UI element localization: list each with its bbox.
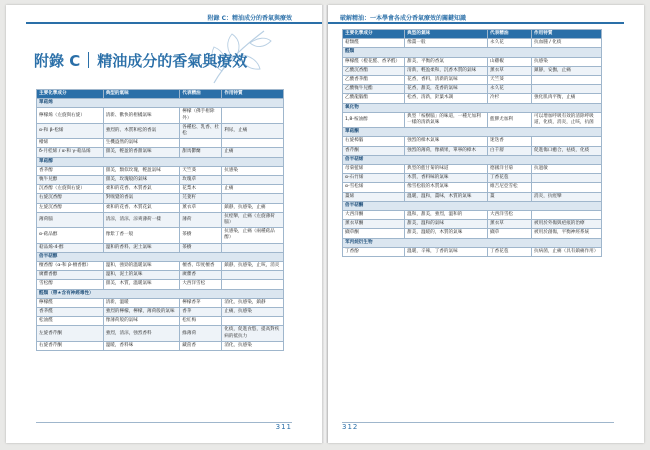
table-row — [37, 298, 284, 307]
table-cell: 檸檬醛 — [37, 298, 104, 307]
group-label: 醛類（帶★含有神經毒性） — [37, 289, 284, 298]
table-row — [37, 176, 284, 185]
table-cell: 藏茴香 — [180, 341, 222, 350]
table-cell: 清涼，清涼、涼爽薄荷一樣 — [103, 212, 180, 227]
table-row — [343, 85, 602, 94]
table-cell: 松油醛 — [37, 317, 104, 326]
column-header: 代表精油 — [180, 90, 222, 99]
table-row — [343, 66, 602, 75]
table-cell: 像薄荷般的氣味 — [103, 317, 180, 326]
table-row — [37, 228, 284, 243]
table-cell: 冷杉 — [488, 94, 532, 103]
table-cell: 松香，清新，針葉木調 — [405, 94, 488, 103]
table-cell: 典型「桉樹腦」的味道，一種尤加利一樣的清新氣味 — [405, 112, 488, 127]
group-header-row — [343, 103, 602, 112]
table-cell: 茶樹 — [180, 243, 222, 252]
group-label: 單萜烯 — [37, 99, 284, 108]
table-cell: 乙酸牻牛兒酯 — [343, 85, 405, 94]
table-row — [37, 271, 284, 280]
table-cell: 抗感染 — [532, 57, 602, 66]
table-cell: 止痛 — [222, 185, 284, 194]
table-cell — [180, 139, 222, 148]
table-cell: 薰衣草酮 — [343, 220, 405, 229]
table-cell: 甜美，類似玫瑰，輕盈氣味 — [103, 166, 180, 175]
header-rule — [328, 22, 624, 24]
table-cell: 消炎，抗痙攣 — [532, 192, 602, 201]
table-cell: 藍膠尤加利 — [488, 112, 532, 127]
table-cell: 山雞椒 — [488, 57, 532, 66]
table-cell: 右旋樟腦 — [343, 137, 405, 146]
column-header: 典型的氣味 — [405, 30, 488, 39]
table-cell: 柔和的花香、木質香氣 — [103, 185, 180, 194]
table-cell: 香茅醛 — [37, 308, 104, 317]
table-cell: 白千層 — [488, 146, 532, 155]
table-cell: 香茅醇 — [37, 166, 104, 175]
table-cell: 天竺葵 — [488, 76, 532, 85]
table-cell: 1,8-桉油醇 — [343, 112, 405, 127]
table-row — [343, 165, 602, 174]
table-cell: 消化，抗感染，鎮靜 — [222, 298, 284, 307]
table-cell: 甜美，木質，溫暖氣味 — [103, 280, 180, 289]
table-cell: 抗血腫 / 化痰 — [532, 39, 602, 48]
table-row — [37, 212, 284, 227]
table-row — [343, 220, 602, 229]
table-cell: 強烈的檸檬，檸檬，薄荷般的氣味 — [103, 308, 180, 317]
table-cell: 綠薄荷 — [180, 326, 222, 341]
table-row — [37, 308, 284, 317]
table-cell: 維吉尼亞雪松 — [488, 183, 532, 192]
table-cell: 消化，抗感染 — [222, 341, 284, 350]
table-row — [343, 247, 602, 256]
table-cell: 廣藿香醇 — [37, 271, 104, 280]
table-cell: 檀香醇（α-和 β-檀香醇） — [37, 262, 104, 271]
table-row — [343, 183, 602, 192]
table-cell: 促進傷口癒合，祛痰，化痰 — [532, 146, 602, 155]
table-row — [343, 94, 602, 103]
table-cell: 甜美，玫瑰般的氣味 — [103, 176, 180, 185]
table-cell: 被用於外傷與疤痕的治療 — [532, 220, 602, 229]
table-cell: 強烈的薄荷，像蘋果，單寧的樟木 — [405, 146, 488, 155]
group-label: 氧化物 — [343, 103, 602, 112]
table-cell: 萜品烯-4-醇 — [37, 243, 104, 252]
group-header-row — [37, 99, 284, 108]
table-cell — [532, 174, 602, 183]
table-cell — [222, 243, 284, 252]
column-header: 作用特質 — [222, 90, 284, 99]
group-header-row — [343, 48, 602, 57]
table-cell: 被用於創傷，平衡神經系統 — [532, 229, 602, 238]
table-row — [37, 341, 284, 350]
table-cell: 薄荷 — [180, 212, 222, 227]
table-row — [37, 280, 284, 289]
right-page — [328, 5, 644, 443]
table-cell: 甜美，溫和的氣味 — [405, 220, 488, 229]
table-row — [343, 211, 602, 220]
table-row — [343, 137, 602, 146]
table-cell: 德國洋甘菊 — [488, 165, 532, 174]
table-cell: 檸檬醛（橙花醛、香茅醛） — [343, 57, 405, 66]
table-cell: 沉香醇（左旋與右旋） — [37, 185, 104, 194]
table-cell: 大西洋酮 — [343, 211, 405, 220]
table-cell: 大西洋雪松 — [180, 280, 222, 289]
table-cell: 檸檬香茅 — [180, 298, 222, 307]
table-cell: 生機盎然的氣味 — [103, 139, 180, 148]
group-header-row — [343, 155, 602, 164]
table-cell — [222, 108, 284, 123]
table-cell: 左旋香芹酮 — [37, 326, 104, 341]
table-cell: 雪松醇 — [37, 280, 104, 289]
table-cell — [222, 194, 284, 203]
table-cell: δ-月桂烯 / α-和 γ-萜品烯 — [37, 148, 104, 157]
table-cell: 花香，甜美，花香的氣味 — [405, 85, 488, 94]
table-cell: 典型的藍甘菊的味道 — [405, 165, 488, 174]
footer-rule — [342, 422, 614, 423]
table-cell: 對嗅覺的香氣 — [103, 194, 180, 203]
table-cell: 抗痙攣，止痛（左旋薄荷腦） — [222, 212, 284, 227]
group-header-row — [343, 238, 602, 247]
page-number: 312 — [342, 423, 359, 431]
table-cell: 乙酸沉香酯 — [343, 66, 405, 75]
table-cell: 甜美，輕盈的香甜氣味 — [103, 148, 180, 157]
table-cell: 清新，溫暖 — [103, 298, 180, 307]
table-cell — [532, 211, 602, 220]
group-label: 醛類 — [343, 48, 602, 57]
table-cell: 甜美，溫暖的，木質的氣味 — [405, 229, 488, 238]
table-cell: 甜馬鬱蘭 — [180, 148, 222, 157]
table-row — [37, 123, 284, 138]
table-cell: 像紫丁香一般 — [103, 228, 180, 243]
table-cell: 廣藿香 — [180, 271, 222, 280]
table-cell: 木質，香料味的氣味 — [405, 174, 488, 183]
header-rule — [26, 22, 322, 24]
table-row — [37, 108, 284, 123]
table-cell: 抗過敏 — [532, 165, 602, 174]
table-row — [343, 39, 602, 48]
column-header: 作用特質 — [532, 30, 602, 39]
table-cell: 抗感染，止痛（兩種萜品醇） — [222, 228, 284, 243]
table-cell: 像薑一般 — [405, 39, 488, 48]
column-header: 典型的氣味 — [103, 90, 180, 99]
table-cell: 檀香、印度檀香 — [180, 262, 222, 271]
table-cell: α-萜品醇 — [37, 228, 104, 243]
table-cell — [532, 76, 602, 85]
table-cell: 薄荷腦 — [37, 212, 104, 227]
table-cell: 各種松、乳香、杜松 — [180, 123, 222, 138]
table-row — [343, 57, 602, 66]
table-cell — [222, 280, 284, 289]
table-cell: 丁香花苞 — [488, 174, 532, 183]
table-cell: 抗感染 — [222, 166, 284, 175]
table-cell: 丁香花苞 — [488, 247, 532, 256]
table-cell: 強化肌肉平衡，止痛 — [532, 94, 602, 103]
table-cell: 纈草酮 — [343, 229, 405, 238]
table-row — [37, 139, 284, 148]
table-cell: 花香，香料，清新的氣味 — [405, 76, 488, 85]
group-header-row — [37, 157, 284, 166]
table-cell: 溫和的香料、泥土氣味 — [103, 243, 180, 252]
table-row — [37, 185, 284, 194]
table-cell: 溫和，甜美，強烈，溫和的 — [405, 211, 488, 220]
table-cell: 母菊藍烯 — [343, 165, 405, 174]
table-cell: 鎮靜，安撫，止痛 — [532, 66, 602, 75]
table-cell — [532, 183, 602, 192]
group-header-row — [37, 252, 284, 261]
table-cell: 迷迭香 — [488, 137, 532, 146]
table-cell: 檸檬（佛手柑除外） — [180, 108, 222, 123]
group-label: 倍半萜酮 — [343, 201, 602, 210]
table-cell: 止痛，抗感染 — [222, 308, 284, 317]
table-cell: 溫和，泥土的氣味 — [103, 271, 180, 280]
table-cell: α-和 β-松烯 — [37, 123, 104, 138]
table-cell: 松紅梅 — [180, 317, 222, 326]
column-header: 主要化學成分 — [37, 90, 104, 99]
table-cell: 乙酸龍腦酯 — [343, 94, 405, 103]
table-cell: 強烈的樟木氣味 — [405, 137, 488, 146]
table-cell: 乙酸香茅酯 — [343, 76, 405, 85]
table-cell: α-雪松烯 — [343, 183, 405, 192]
table-cell: 薰衣草 — [488, 220, 532, 229]
group-label: 倍半萜醇 — [37, 252, 284, 261]
table-cell: 玫瑰草 — [180, 176, 222, 185]
table-row — [343, 229, 602, 238]
group-header-row — [343, 201, 602, 210]
table-cell: 薰衣草 — [488, 66, 532, 75]
running-head: 破解精油：一本學會各成分香氣療效的關鍵知識 — [340, 15, 467, 22]
table-row — [37, 166, 284, 175]
table-row — [37, 326, 284, 341]
table-cell — [222, 271, 284, 280]
column-header: 代表精油 — [488, 30, 532, 39]
table-row — [37, 317, 284, 326]
table-cell: 右旋香芹酮 — [37, 341, 104, 350]
table-cell: 溫暖，溫和，薑味，木質的氣味 — [405, 192, 488, 201]
table-cell: 清新、歡快的柑橘氣味 — [103, 108, 180, 123]
table-cell: 永久花 — [488, 85, 532, 94]
table-cell: 牻牛兒醇 — [37, 176, 104, 185]
running-head: 附錄 C：精油成分的香氣與療效 — [207, 15, 292, 22]
group-header-row — [37, 289, 284, 298]
table-cell: 丁香酚 — [343, 247, 405, 256]
table-row — [343, 112, 602, 127]
table-cell: 鎮靜，抗感染，止痛 — [222, 203, 284, 212]
table-cell: 像雪松般的木質氣味 — [405, 183, 488, 192]
chapter-heading: 附錄 C 精油成分的香氣與療效 — [34, 52, 248, 70]
table-row — [343, 174, 602, 183]
group-label: 單萜醇 — [37, 157, 284, 166]
table-cell: 右旋沉香醇 — [37, 194, 104, 203]
table-cell: 止痛 — [222, 148, 284, 157]
group-label: 苯丙烷衍生物 — [343, 238, 602, 247]
table-row — [37, 243, 284, 252]
footer-rule — [36, 422, 292, 423]
table-cell: 茶樹 — [180, 228, 222, 243]
group-label: 倍半萜烯 — [343, 155, 602, 164]
table-cell — [222, 139, 284, 148]
right-compound-table — [342, 29, 602, 257]
table-row — [37, 194, 284, 203]
table-cell: 纈草 — [488, 229, 532, 238]
table-row — [37, 262, 284, 271]
page-number: 311 — [275, 423, 292, 431]
table-cell: 強烈，清涼，強烈香料 — [103, 326, 180, 341]
table-cell: 薑烯 — [343, 192, 405, 201]
group-header-row — [343, 128, 602, 137]
table-cell: 強烈的、木質和松的香氣 — [103, 123, 180, 138]
table-cell: 柔和的花香、木質花氣 — [103, 203, 180, 212]
table-cell: 化痰，促進食慾，提高對疾病的抵抗力 — [222, 326, 284, 341]
table-cell: 檸檬烯（左旋與右旋） — [37, 108, 104, 123]
table-cell: 檜烯 — [37, 139, 104, 148]
table-cell: 鎮靜，抗感染，止咳，消炎 — [222, 262, 284, 271]
table-cell: α-石竹烯 — [343, 174, 405, 183]
table-row — [343, 146, 602, 155]
table-row — [37, 148, 284, 157]
left-compound-table — [36, 89, 284, 351]
table-cell: 溫暖，辛辣，丁香的氣味 — [405, 247, 488, 256]
table-cell: 可以增加呼吸有效的清除呼吸道，化痰，消炎，止咳，抗菌 — [532, 112, 602, 127]
column-header: 主要化學成分 — [343, 30, 405, 39]
table-cell: 薰衣草 — [180, 203, 222, 212]
table-row — [343, 76, 602, 85]
table-cell: 溫暖，香料味 — [103, 341, 180, 350]
table-cell: 天竺葵 — [180, 166, 222, 175]
table-cell: 抗病菌，止痛（具有鎮痛作用） — [532, 247, 602, 256]
table-row — [343, 192, 602, 201]
table-cell: 大西洋雪松 — [488, 211, 532, 220]
table-cell: 香茅 — [180, 308, 222, 317]
table-cell — [222, 317, 284, 326]
table-cell: 芫荽籽 — [180, 194, 222, 203]
table-cell: 永久花 — [488, 39, 532, 48]
table-row — [37, 203, 284, 212]
left-page — [6, 5, 322, 443]
table-cell — [222, 176, 284, 185]
table-cell — [532, 85, 602, 94]
table-cell: 香芹酮 — [343, 146, 405, 155]
table-cell: 左旋沉香醇 — [37, 203, 104, 212]
group-label: 單萜酮 — [343, 128, 602, 137]
table-cell: 薑 — [488, 192, 532, 201]
table-cell: 清新，輕盈柔和，沉香木質的氣味 — [405, 66, 488, 75]
table-cell: 利尿，止痛 — [222, 123, 284, 138]
table-cell — [532, 137, 602, 146]
table-cell: 萜類醛 — [343, 39, 405, 48]
table-cell: 溫和，強勁的溫暖氣味 — [103, 262, 180, 271]
table-cell: 花梨木 — [180, 185, 222, 194]
table-cell: 甜美，平衡的香氣 — [405, 57, 488, 66]
